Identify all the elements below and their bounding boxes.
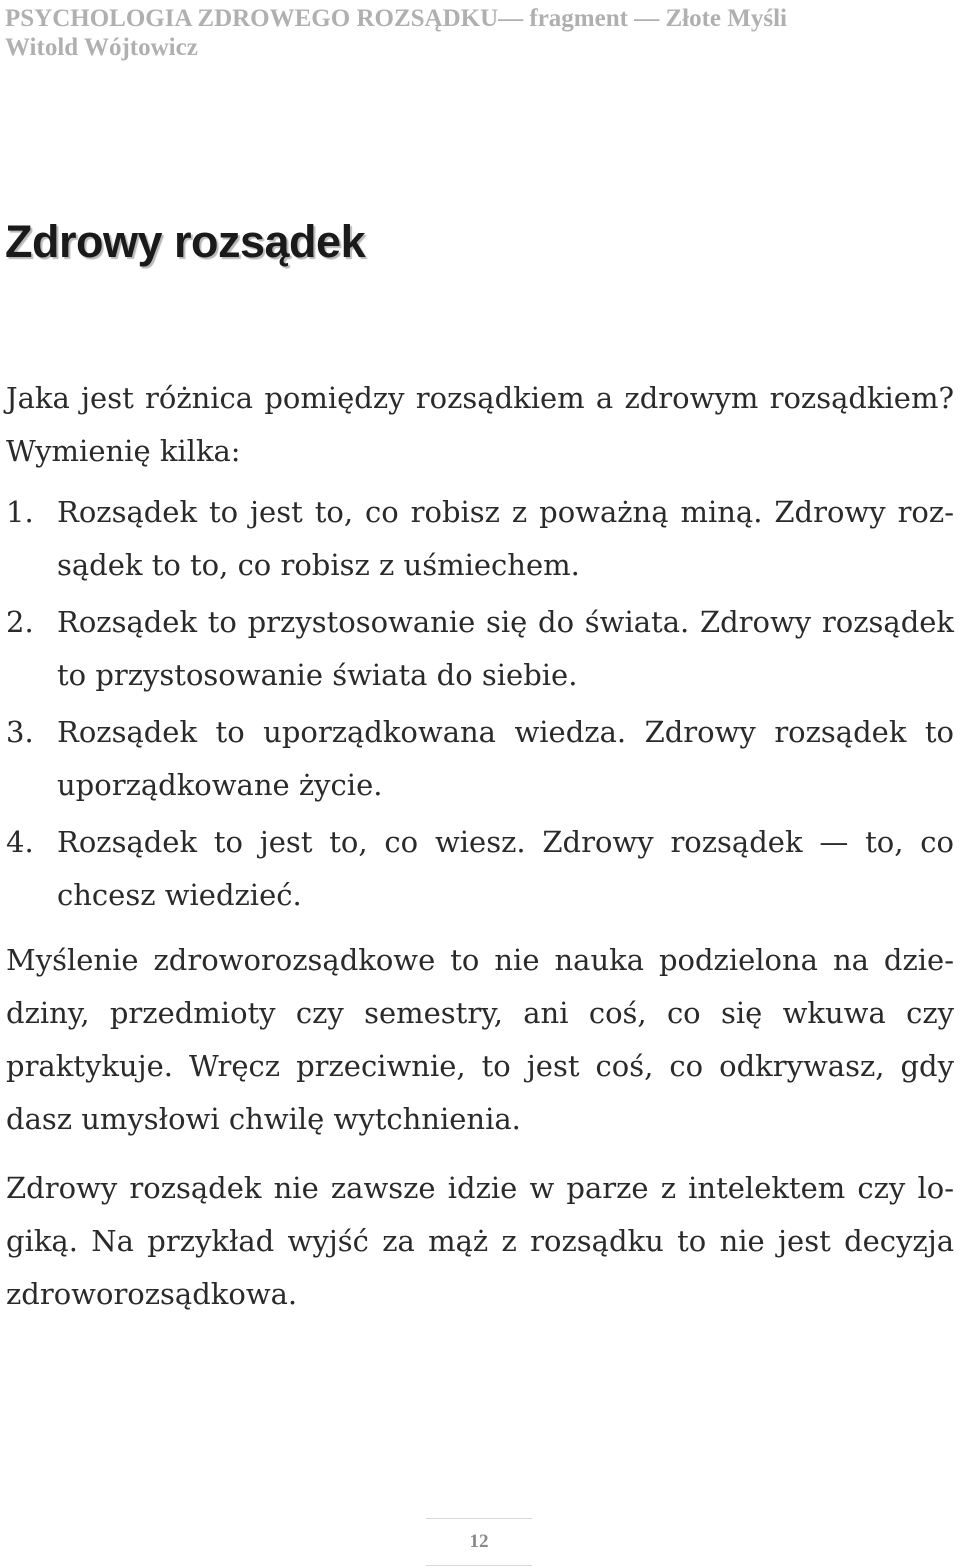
- thinking-paragraph: Myślenie zdroworozsądkowe to nie nauka podzielona na dziedziny, przedmioty czy semestry, ani coś, co się wkuwa czy praktykuje. Wręcz przeciwnie, to jest coś, co odkrywasz, gdy dasz umysłowi chwilę wytchnienia.: [6, 943, 954, 1136]
- list-item-number: 3.: [6, 715, 34, 749]
- list-item-text: Rozsądek to przystosowanie się do świata. Zdrowy rozsądek to przystosowanie świata do siebie.: [57, 605, 954, 692]
- list-item-text: Rozsądek to uporządkowana wiedza. Zdrowy rozsądek to uporządkowane życie.: [57, 715, 954, 802]
- list-item: [6, 816, 954, 922]
- list-item-text: Rozsądek to jest to, co robisz z poważną miną. Zdrowy rozsądek to to, co robisz z uśmiechem.: [57, 495, 954, 582]
- list-item-number: 2.: [6, 605, 34, 639]
- running-header: [5, 4, 945, 62]
- numbered-list: [6, 486, 954, 922]
- list-item-text: Rozsądek to jest to, co wiesz. Zdrowy rozsądek — to, co chcesz wiedzieć.: [57, 825, 954, 912]
- chapter-title: Zdrowy rozsądek: [5, 216, 366, 267]
- logic-paragraph: Zdrowy rozsądek nie zawsze idzie w parze z intelektem czy logiką. Na przykład wyjść za mąż z rozsądku to nie jest decyzja zdroworozsądkowa.: [6, 1171, 954, 1311]
- list-item-number: 1.: [6, 495, 34, 529]
- body-text: [6, 372, 954, 1321]
- list-item: [6, 706, 954, 812]
- intro-paragraph: Jaka jest różnica pomiędzy rozsądkiem a zdrowym rozsądkiem? Wymienię kilka:: [6, 381, 954, 468]
- list-item: [6, 596, 954, 702]
- list-item-number: 4.: [6, 825, 34, 859]
- page-number: 12: [426, 1518, 532, 1566]
- header-title: PSYCHOLOGIA ZDROWEGO ROZSĄDKU— fragment — Złote Myśli: [5, 5, 787, 32]
- header-author: Witold Wójtowicz: [5, 34, 198, 61]
- list-item: [6, 486, 954, 592]
